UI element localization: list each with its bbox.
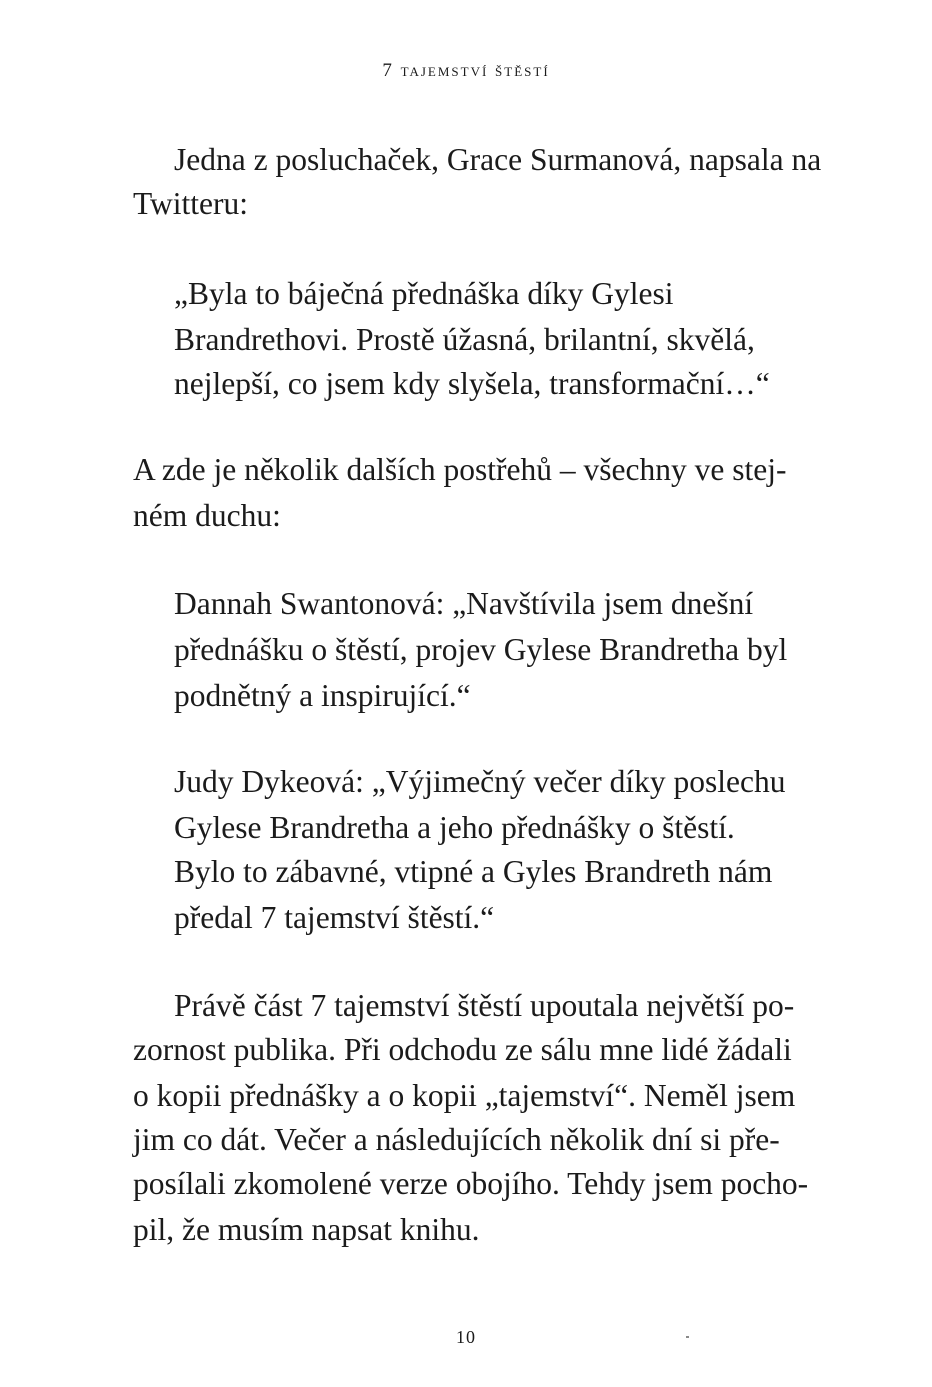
paragraph-line: ném duchu: — [133, 498, 281, 533]
scan-speck — [686, 1336, 689, 1338]
paragraph-line: zornost publika. Při odchodu ze sálu mne lidé žádali — [133, 1032, 792, 1067]
quote-line: „Byla to báječná přednáška díky Gylesi — [174, 276, 674, 311]
paragraph-line: Twitteru: — [133, 186, 249, 221]
paragraph-line: pil, že musím napsat knihu. — [133, 1212, 480, 1247]
paragraph-line: posílali zkomolené verze obojího. Tehdy jsem pocho- — [133, 1166, 809, 1201]
paragraph-line: Právě část 7 tajemství štěstí upoutala největší po- — [174, 988, 795, 1023]
quote-line: podnětný a inspirující.“ — [174, 678, 471, 713]
quote-line: Brandrethovi. Prostě úžasná, brilantní, skvělá, — [174, 322, 755, 357]
paragraph-line: Jedna z posluchaček, Grace Surmanová, napsala na — [174, 142, 822, 177]
quote-line: Gylese Brandretha a jeho přednášky o štěstí. — [174, 810, 735, 845]
quote-line: přednášku o štěstí, projev Gylese Brandretha byl — [174, 632, 788, 667]
quote-line: Bylo to zábavné, vtipné a Gyles Brandreth nám — [174, 854, 773, 889]
quote-line: Judy Dykeová: „Výjimečný večer díky poslechu — [174, 764, 786, 799]
running-head: 7 tajemství štěstí — [382, 60, 550, 81]
quote-line: nejlepší, co jsem kdy slyšela, transformační…“ — [174, 366, 770, 401]
quote-line: předal 7 tajemství štěstí.“ — [174, 900, 495, 935]
paragraph-line: A zde je několik dalších postřehů – všechny ve stej- — [133, 452, 787, 487]
page-number: 10 — [456, 1327, 476, 1347]
paragraph-line: jim co dát. Večer a následujících několik dní si pře- — [133, 1122, 780, 1157]
paragraph-line: o kopii přednášky a o kopii „tajemství“. Neměl jsem — [133, 1078, 796, 1113]
quote-line: Dannah Swantonová: „Navštívila jsem dnešní — [174, 586, 754, 621]
